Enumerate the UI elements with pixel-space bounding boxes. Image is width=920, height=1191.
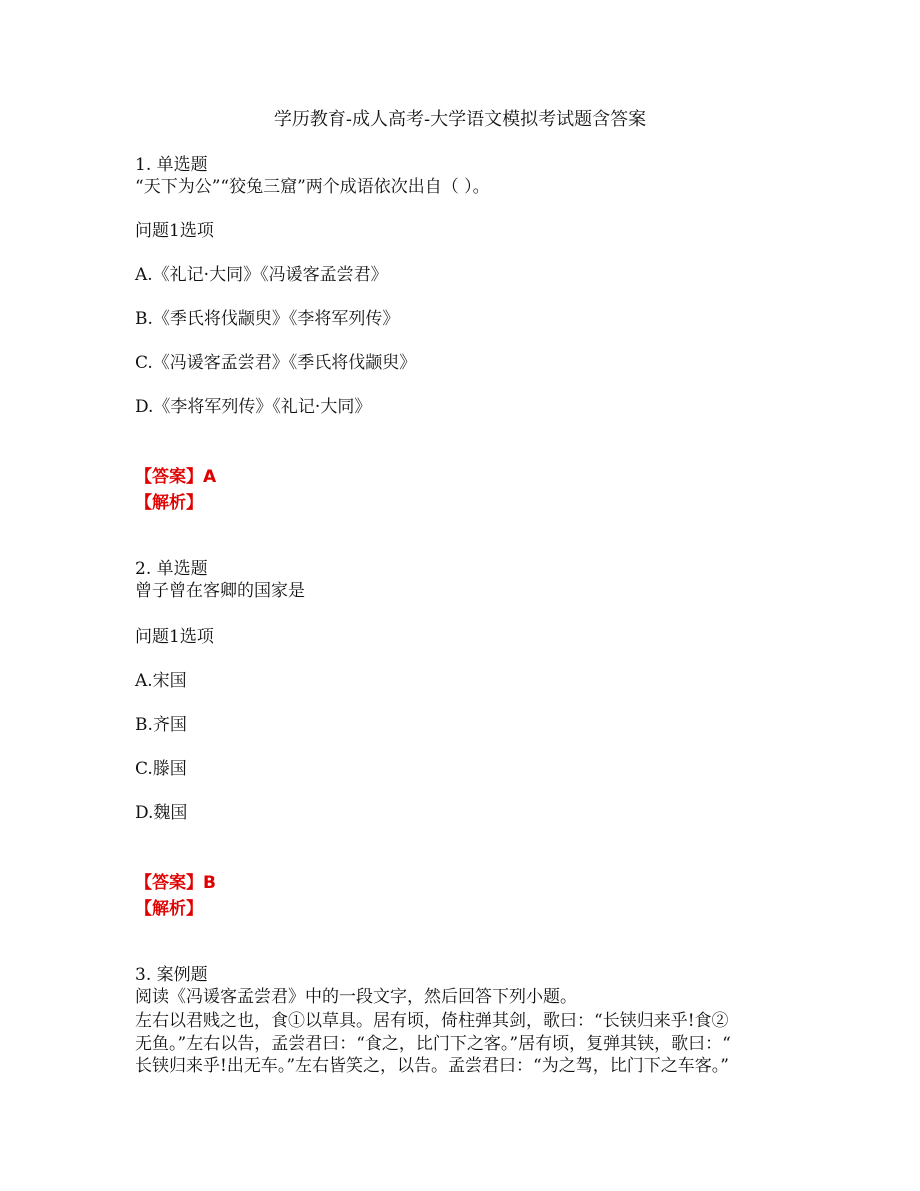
question-2-option-a: A.宋国 bbox=[135, 671, 187, 691]
passage-line: 左右以君贱之也，食①以草具。居有顷，倚柱弹其剑，歌曰：“长铗归来乎!食② bbox=[135, 1011, 729, 1031]
question-1-stem: “天下为公”“狡兔三窟”两个成语依次出自（ ）。 bbox=[135, 177, 490, 197]
question-1 bbox=[135, 154, 785, 198]
question-2-option-c: C.滕国 bbox=[135, 759, 187, 779]
passage-line: 无鱼。”左右以告，孟尝君曰：“食之，比门下之客。”居有顷，复弹其铗，歌曰：“ bbox=[135, 1033, 731, 1054]
question-1-options-label: 问题1选项 bbox=[135, 221, 214, 241]
passage-line: 长铗归来乎!出无车。”左右皆笑之，以告。孟尝君曰：“为之驾，比门下之车客。” bbox=[135, 1056, 729, 1076]
question-3-passage bbox=[135, 1010, 785, 1078]
question-2-options-label: 问题1选项 bbox=[135, 627, 214, 647]
question-2-stem: 曾子曾在客卿的国家是 bbox=[135, 581, 305, 601]
document-title: 学历教育-成人高考-大学语文模拟考试题含答案 bbox=[273, 109, 647, 130]
question-1-answer: 【答案】A bbox=[135, 467, 217, 487]
question-1-number: 1. 单选题 bbox=[135, 155, 208, 175]
question-3 bbox=[135, 964, 785, 1008]
question-1-analysis: 【解析】 bbox=[135, 493, 203, 513]
question-1-option-d: D.《李将军列传》《礼记·大同》 bbox=[135, 397, 372, 417]
question-2 bbox=[135, 558, 785, 602]
question-2-answer: 【答案】B bbox=[135, 873, 216, 893]
question-2-analysis: 【解析】 bbox=[135, 899, 203, 919]
question-3-number: 3. 案例题 bbox=[135, 965, 208, 985]
question-3-intro: 阅读《冯谖客孟尝君》中的一段文字，然后回答下列小题。 bbox=[135, 987, 577, 1007]
question-1-option-b: B.《季氏将伐颛臾》《李将军列传》 bbox=[135, 309, 400, 329]
question-1-option-c: C.《冯谖客孟尝君》《季氏将伐颛臾》 bbox=[135, 353, 417, 373]
question-2-option-b: B.齐国 bbox=[135, 715, 187, 735]
question-2-option-d: D.魏国 bbox=[135, 803, 188, 823]
question-2-number: 2. 单选题 bbox=[135, 559, 208, 579]
question-1-option-a: A.《礼记·大同》《冯谖客孟尝君》 bbox=[135, 265, 388, 285]
